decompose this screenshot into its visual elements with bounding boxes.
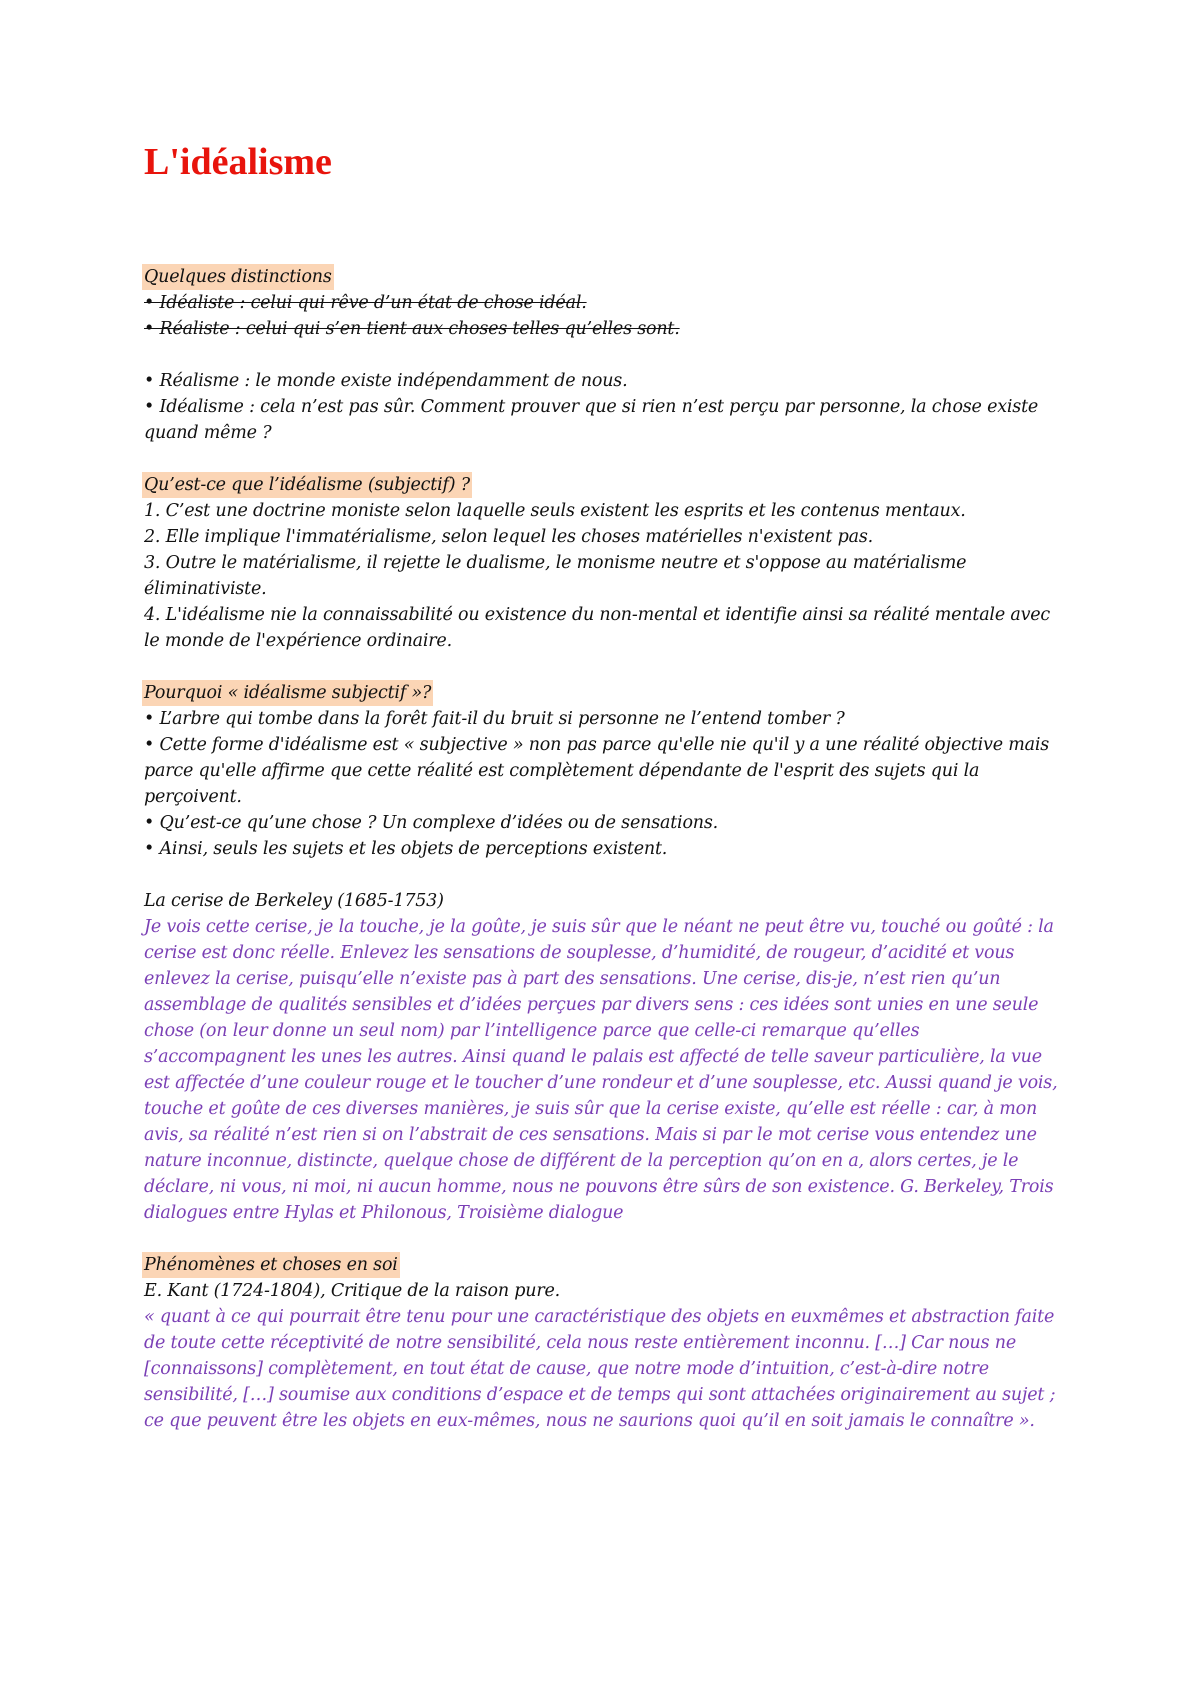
list-item: 4. L'idéalisme nie la connaissabilité ou existence du non-mental et identifie ainsi sa réalité mentale avec le monde de l'expérience ordinaire. <box>144 604 1051 651</box>
kant-source: E. Kant (1724-1804), Critique de la raison pure. <box>144 1280 561 1301</box>
struck-item: • Idéaliste : celui qui rêve d’un état de chose idéal. <box>144 292 587 313</box>
section-what <box>144 472 1064 654</box>
section-heading-what: Qu’est-ce que l’idéalisme (subjectif) ? <box>142 472 472 498</box>
list-item: • Réalisme : le monde existe indépendamment de nous. <box>144 370 628 391</box>
berkeley-quote: Je vois cette cerise, je la touche, je la goûte, je suis sûr que le néant ne peut être vu, touché ou goûté : la cerise est donc réelle. Enlevez les sensations de souplesse, d’humidité, de rougeur, d’acidité et vous enlevez la cerise, puisqu’elle n’existe pas à part des sensations. Une cerise, dis-je, n’est rien qu’un assemblage de qualités sensibles et d’idées perçues par divers sens : ces idées sont unies en une seule chose (on leur donne un seul nom) par l’intelligence parce que celle-ci remarque qu’elles s’accompagnent les unes les autres. Ainsi quand le palais est affecté de telle saveur particulière, la vue est affectée d’une couleur rouge et le toucher d’une rondeur et d’une souplesse, etc. Aussi quand je vois, touche et goûte de ces diverses manières, je suis sûr que la cerise existe, qu’elle est réelle : car, à mon avis, sa réalité n’est rien si on l’abstrait de ces sensations. Mais si par le mot cerise vous entendez une nature inconnue, distincte, quelque chose de différent de la perception qu’on en a, alors certes, je le déclare, ni vous, ni moi, ni aucun homme, nous ne pouvons être sûrs de son existence. G. Berkeley, Trois dialogues entre Hylas et Philonous, Troisième dialogue <box>144 916 1058 1223</box>
document-page <box>144 140 1064 1434</box>
list-item: • L’arbre qui tombe dans la forêt fait-il du bruit si personne ne l’entend tomber ? <box>144 708 845 729</box>
section-why <box>144 680 1064 862</box>
list-item: 1. C’est une doctrine moniste selon laquelle seuls existent les esprits et les contenus mentaux. <box>144 500 966 521</box>
list-item: 3. Outre le matérialisme, il rejette le dualisme, le monisme neutre et s'oppose au matérialisme éliminativiste. <box>144 552 967 599</box>
section-heading-distinctions: Quelques distinctions <box>142 264 334 290</box>
page-title: L'idéalisme <box>144 141 332 183</box>
list-item: • Ainsi, seuls les sujets et les objets de perceptions existent. <box>144 838 668 859</box>
section-heading-why: Pourquoi « idéalisme subjectif »? <box>142 680 433 706</box>
list-item: • Qu’est-ce qu’une chose ? Un complexe d’idées ou de sensations. <box>144 812 718 833</box>
kant-quote: « quant à ce qui pourrait être tenu pour une caractéristique des objets en euxmêmes et abstraction faite de toute cette réceptivité de notre sensibilité, cela nous reste entièrement inconnu. […] Car nous ne [connaissons] complètement, en tout état de cause, que notre mode d’intuition, c’est-à-dire notre sensibilité, […] soumise aux conditions d’espace et de temps qui sont attachées originairement au sujet ; ce que peuvent être les objets en eux-mêmes, nous ne saurions quoi qu’il en soit jamais le connaître ». <box>144 1306 1056 1431</box>
document-body <box>144 264 1064 1434</box>
list-item: 2. Elle implique l'immatérialisme, selon lequel les choses matérielles n'existent pas. <box>144 526 873 547</box>
list-item: • Idéalisme : cela n’est pas sûr. Comment prouver que si rien n’est perçu par personne, la chose existe quand même ? <box>144 396 1039 443</box>
section-kant <box>144 1252 1064 1434</box>
section-berkeley <box>144 888 1064 1226</box>
list-item: • Cette forme d'idéalisme est « subjective » non pas parce qu'elle nie qu'il y a une réalité objective mais parce qu'elle affirme que cette réalité est complètement dépendante de l'esprit des sujets qui la perçoivent. <box>144 734 1050 807</box>
section-heading-berkeley: La cerise de Berkeley (1685-1753) <box>144 890 444 911</box>
section-distinctions <box>144 264 1064 446</box>
section-heading-kant: Phénomènes et choses en soi <box>142 1252 400 1278</box>
struck-item: • Réaliste : celui qui s’en tient aux choses telles qu’elles sont. <box>144 318 680 339</box>
